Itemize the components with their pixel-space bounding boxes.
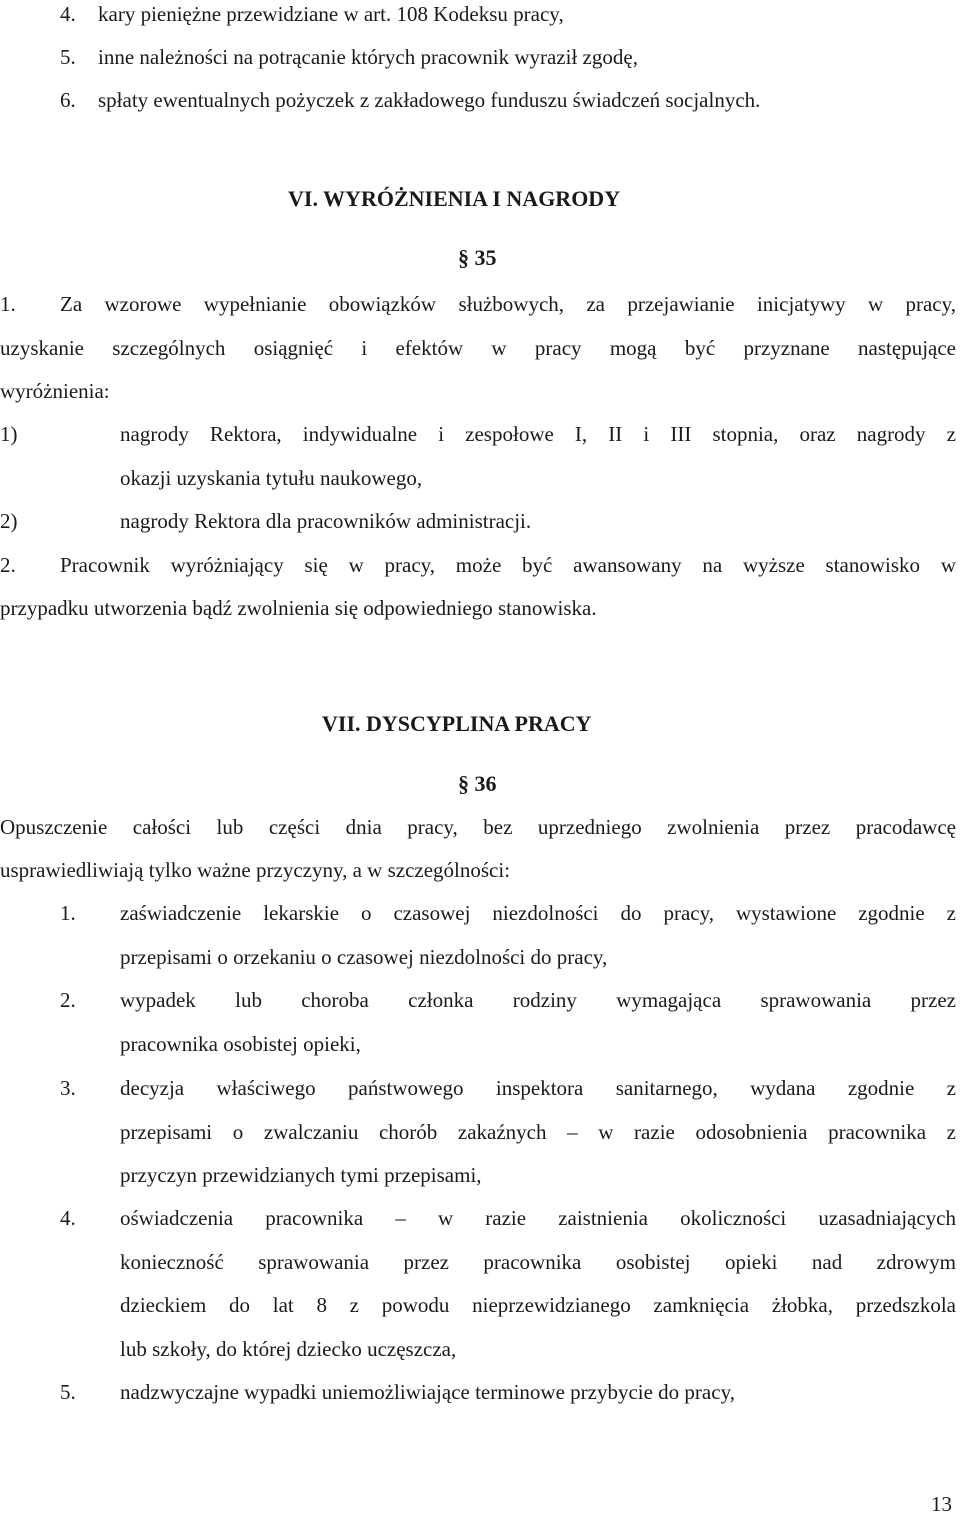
list-text: przepisami o orzekaniu o czasowej niezdolności do pracy, bbox=[120, 945, 608, 969]
list-number: 6. bbox=[60, 88, 76, 112]
list-number: 4. bbox=[60, 2, 76, 26]
paragraph-number: § 36 bbox=[458, 771, 497, 796]
point-number: 2. bbox=[0, 553, 16, 577]
list-text: spłaty ewentualnych pożyczek z zakładowego funduszu świadczeń socjalnych. bbox=[98, 88, 761, 112]
list-number: 2. bbox=[60, 988, 76, 1012]
list-number: 5. bbox=[60, 1380, 76, 1404]
paragraph-text: Opuszczenie całości lub części dnia pracy, bez uprzedniego zwolnienia przez pracodawcę bbox=[0, 815, 956, 839]
paragraph-text: Za wzorowe wypełnianie obowiązków służbowych, za przejawianie inicjatywy w pracy, bbox=[60, 292, 956, 316]
list-text: kary pieniężne przewidziane w art. 108 Kodeksu pracy, bbox=[98, 2, 564, 26]
sub-point-text: nagrody Rektora dla pracowników administracji. bbox=[120, 509, 532, 533]
list-text: inne należności na potrącanie których pracownik wyraził zgodę, bbox=[98, 45, 638, 69]
list-number: 1. bbox=[60, 901, 76, 925]
list-text: lub szkoły, do której dziecko uczęszcza, bbox=[120, 1337, 457, 1361]
list-text: konieczność sprawowania przez pracownika osobistej opieki nad zdrowym bbox=[120, 1250, 956, 1274]
list-number: 5. bbox=[60, 45, 76, 69]
list-text: oświadczenia pracownika – w razie zaistnienia okoliczności uzasadniających bbox=[120, 1206, 956, 1230]
paragraph-text: przypadku utworzenia bądź zwolnienia się odpowiedniego stanowiska. bbox=[0, 596, 597, 620]
paragraph-text: usprawiedliwiają tylko ważne przyczyny, a w szczególności: bbox=[0, 858, 511, 882]
list-number: 4. bbox=[60, 1206, 76, 1230]
sub-point-number: 1) bbox=[0, 422, 18, 446]
list-number: 3. bbox=[60, 1076, 76, 1100]
point-number: 1. bbox=[0, 292, 16, 316]
page-number: 13 bbox=[931, 1492, 952, 1516]
sub-point-number: 2) bbox=[0, 509, 18, 533]
list-text: zaświadczenie lekarskie o czasowej niezdolności do pracy, wystawione zgodnie z bbox=[120, 901, 956, 925]
list-text: nadzwyczajne wypadki uniemożliwiające terminowe przybycie do pracy, bbox=[120, 1380, 735, 1404]
list-text: przyczyn przewidzianych tymi przepisami, bbox=[120, 1163, 482, 1187]
list-text: dzieckiem do lat 8 z powodu nieprzewidzianego zamknięcia żłobka, przedszkola bbox=[120, 1293, 956, 1317]
sub-point-text: okazji uzyskania tytułu naukowego, bbox=[120, 466, 423, 490]
list-text: wypadek lub choroba członka rodziny wymagająca sprawowania przez bbox=[120, 988, 956, 1012]
paragraph-text: uzyskanie szczególnych osiągnięć i efektów w pracy mogą być przyznane następujące bbox=[0, 336, 956, 360]
paragraph-text: wyróżnienia: bbox=[0, 379, 110, 403]
sub-point-text: nagrody Rektora, indywidualne i zespołowe I, II i III stopnia, oraz nagrody z bbox=[120, 422, 956, 446]
paragraph-text: Pracownik wyróżniający się w pracy, może być awansowany na wyższe stanowisko w bbox=[60, 553, 956, 577]
list-text: przepisami o zwalczaniu chorób zakaźnych – w razie odosobnienia pracownika z bbox=[120, 1120, 956, 1144]
list-text: decyzja właściwego państwowego inspektora sanitarnego, wydana zgodnie z bbox=[120, 1076, 956, 1100]
paragraph-number: § 35 bbox=[458, 245, 497, 270]
list-text: pracownika osobistej opieki, bbox=[120, 1032, 361, 1056]
